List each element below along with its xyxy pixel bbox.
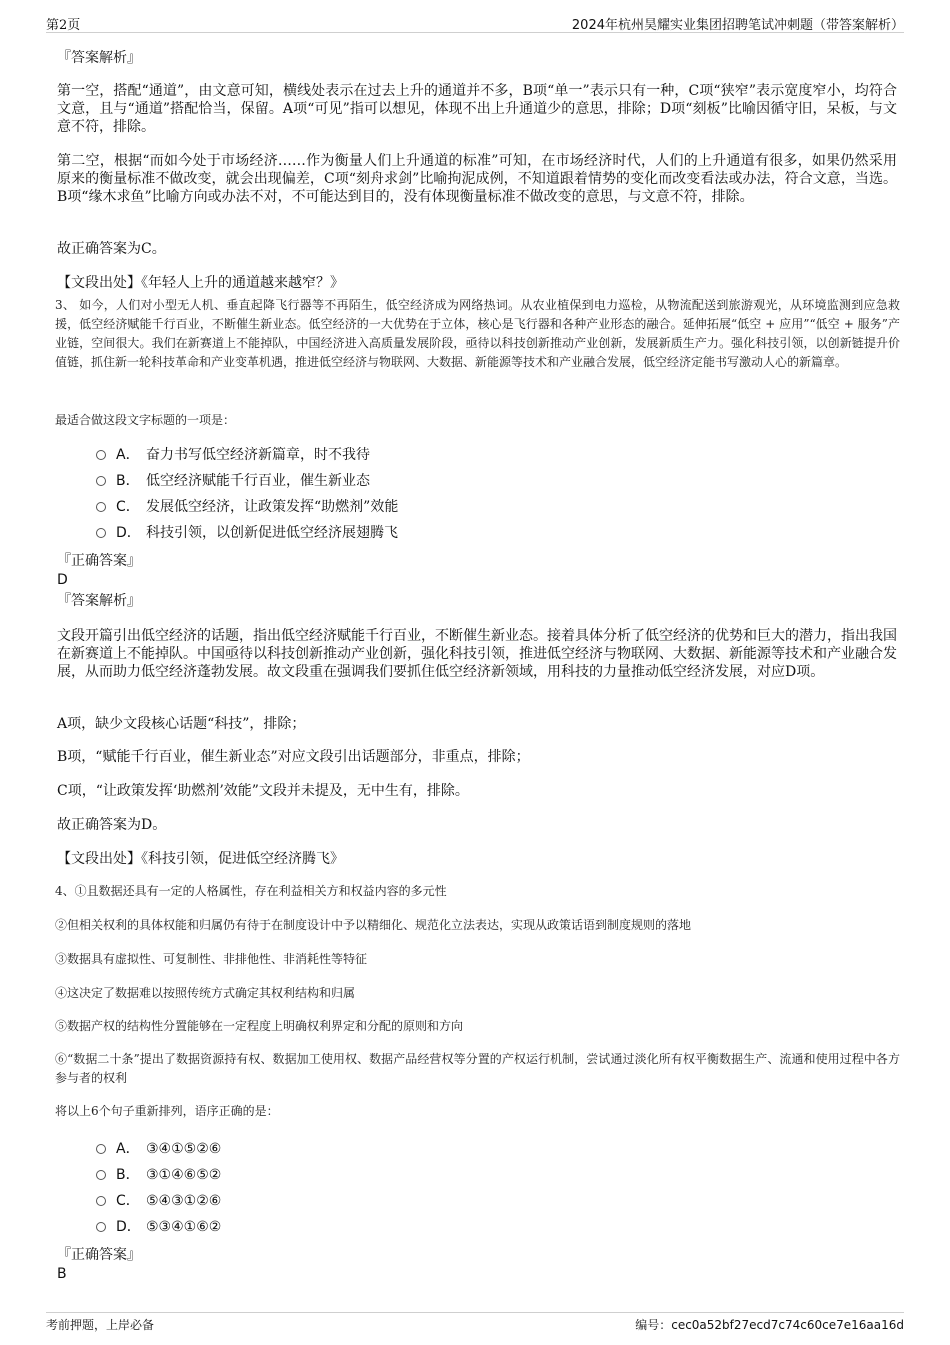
q3-option-b[interactable]: B． 低空经济赋能千行百业，催生新业态 <box>96 472 370 490</box>
page-footer <box>46 1312 904 1333</box>
q3-option-d[interactable]: D． 科技引领，以创新促进低空经济展翅腾飞 <box>96 524 398 542</box>
radio-icon[interactable] <box>96 502 106 512</box>
q3-option-c[interactable]: C． 发展低空经济，让政策发挥“助燃剂”效能 <box>96 498 398 516</box>
q3-analysis-c: C项，“让政策发挥‘助燃剂’效能”文段并未提及，无中生有，排除。 <box>57 783 469 799</box>
document-id: 编号：cec0a52bf27ecd7c74c60ce7e16aa16d <box>635 1318 904 1332</box>
document-title: 2024年杭州昊耀实业集团招聘笔试冲刺题（带答案解析） <box>571 18 904 33</box>
q4-option-c[interactable]: C． ⑤④③①②⑥ <box>96 1192 221 1210</box>
q3-source: 【文段出处】《科技引领，促进低空经济腾飞》 <box>57 851 344 867</box>
q3-stem: 3、 如今，人们对小型无人机、垂直起降飞行器等不再陌生，低空经济成为网络热词。从农业植保到电力巡检，从物流配送到旅游观光，从环境监测到应急救援，低空经济赋能千行百业，不断催生新业态。低空经济的一大优势在于立体，核心是飞行器和各种产业形态的融合。延伸拓展“低空 + 应用”“低空 + 服务”产业链，空间很大。我们在新赛道上不能掉队，中国经济进入高质量发展阶段，亟待以科技创新推动产业创新，发展新质生产力。强化科技引领，以创新链提升价值链，抓住新一轮科技革命和产业变革机遇，推进低空经济与物联网、大数据、新能源等技术和产业融合发展，低空经济定能书写激动人心的新篇章。 <box>55 298 900 369</box>
q2-analysis-label: 『答案解析』 <box>57 50 141 66</box>
q4-option-d[interactable]: D． ⑤③④①⑥② <box>96 1218 221 1236</box>
q3-analysis-a: A项，缺少文段核心话题“科技”，排除； <box>57 716 306 732</box>
q2-conclusion: 故正确答案为C。 <box>57 241 166 257</box>
q4-sentence-3: ③数据具有虚拟性、可复制性、非排他性、非消耗性等特征 <box>55 952 368 966</box>
q3-option-a[interactable]: A． 奋力书写低空经济新篇章，时不我待 <box>96 446 370 464</box>
q3-analysis-p1: 文段开篇引出低空经济的话题，指出低空经济赋能千行百业，不断催生新业态。接着具体分析了低空经济的优势和巨大的潜力，指出我国在新赛道上不能掉队。中国亟待以科技创新推动产业创新，强化科技引领，推进低空经济与物联网、大数据、新能源等技术和产业融合发展，从而助力低空经济蓬勃发展。故文段重在强调我们要抓住低空经济新领域，用科技的力量推动低空经济发展，对应D项。 <box>57 628 897 680</box>
radio-icon[interactable] <box>96 1144 106 1154</box>
radio-icon[interactable] <box>96 1170 106 1180</box>
footer-slogan: 考前押题，上岸必备 <box>46 1318 155 1332</box>
q4-sentence-2: ②但相关权利的具体权能和归属仍有待于在制度设计中予以精细化、规范化立法表达，实现从政策话语到制度规则的落地 <box>55 918 692 932</box>
q4-answer: B <box>57 1266 67 1282</box>
q4-question: 将以上6个句子重新排列，语序正确的是： <box>55 1104 279 1118</box>
radio-icon[interactable] <box>96 528 106 538</box>
q3-conclusion: 故正确答案为D。 <box>57 817 167 833</box>
q4-sentence-6: ⑥“数据二十条”提出了数据资源持有权、数据加工使用权、数据产品经营权等分置的产权运行机制，尝试通过淡化所有权平衡数据生产、流通和使用过程中各方参与者的权利 <box>55 1052 900 1085</box>
radio-icon[interactable] <box>96 1196 106 1206</box>
q3-answer-label: 『正确答案』 <box>57 553 141 569</box>
q3-question: 最适合做这段文字标题的一项是： <box>55 413 236 427</box>
q3-analysis-label: 『答案解析』 <box>57 593 141 609</box>
q4-sentence-4: ④这决定了数据难以按照传统方式确定其权利结构和归属 <box>55 986 356 1000</box>
q4-option-b[interactable]: B． ③①④⑥⑤② <box>96 1166 221 1184</box>
q4-sentence-5: ⑤数据产权的结构性分置能够在一定程度上明确权利界定和分配的原则和方向 <box>55 1019 464 1033</box>
q2-analysis-p1: 第一空，搭配“通道”，由文意可知，横线处表示在过去上升的通道并不多，B项“单一”表示只有一种，C项“狭窄”表示宽度窄小，均符合文意，且与“通道”搭配恰当，保留。A项“可见”指可以想见，体现不出上升通道少的意思，排除；D项“刻板”比喻因循守旧，呆板，与文意不符，排除。 <box>57 83 897 135</box>
radio-icon[interactable] <box>96 1222 106 1232</box>
page-header <box>46 12 904 33</box>
page-number: 第2页 <box>46 18 81 33</box>
q2-analysis-p2: 第二空，根据“而如今处于市场经济……作为衡量人们上升通道的标准”可知，在市场经济时代，人们的上升通道有很多，如果仍然采用原来的衡量标准不做改变，就会出现偏差，C项“刻舟求剑”比喻拘泥成例，不知道跟着情势的变化而改变看法或办法，符合文意，当选。B项“缘木求鱼”比喻方向或办法不对，不可能达到目的，没有体现衡量标准不做改变的意思，与文意不符，排除。 <box>57 153 897 205</box>
q4-answer-label: 『正确答案』 <box>57 1247 141 1263</box>
q3-answer: D <box>57 572 68 588</box>
radio-icon[interactable] <box>96 476 106 486</box>
q2-source: 【文段出处】《年轻人上升的通道越来越窄？》 <box>57 275 344 291</box>
q3-analysis-b: B项，“赋能千行百业，催生新业态”对应文段引出话题部分，非重点，排除； <box>57 749 530 765</box>
q4-option-a[interactable]: A． ③④①⑤②⑥ <box>96 1140 221 1158</box>
q4-sentence-1: 4、①且数据还具有一定的人格属性，存在利益相关方和权益内容的多元性 <box>55 884 447 898</box>
radio-icon[interactable] <box>96 450 106 460</box>
